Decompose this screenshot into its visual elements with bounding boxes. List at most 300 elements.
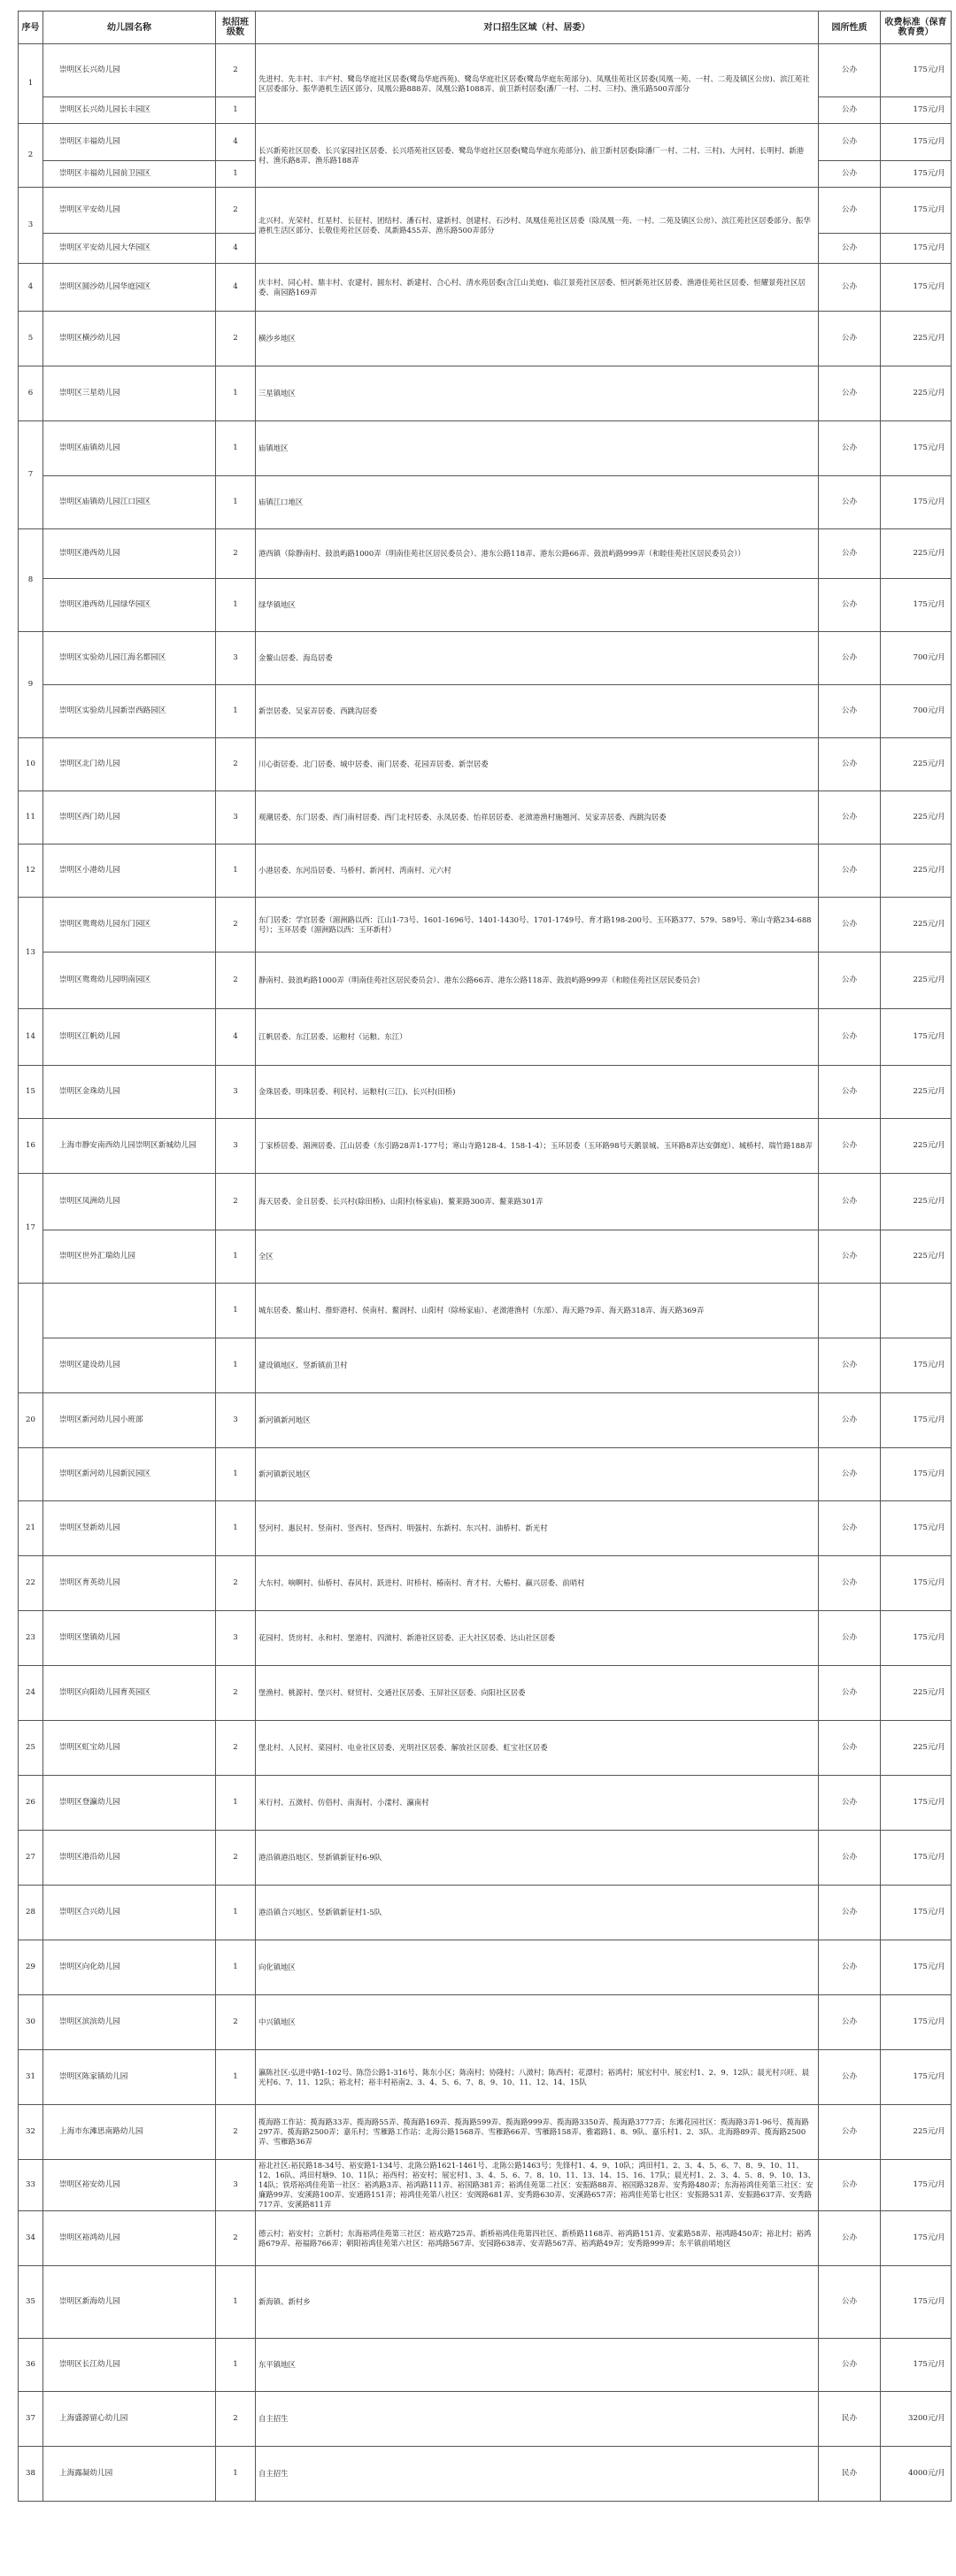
cell-seq: 11 (19, 791, 43, 845)
cell-kindergarten-name: 崇明区新河幼儿园小班部 (43, 1393, 216, 1448)
cell-kindergarten-name: 崇明区裕鸿幼儿园 (43, 2211, 216, 2266)
cell-kindergarten-name: 崇明区平安幼儿园大华园区 (43, 234, 216, 264)
cell-classes: 1 (216, 2050, 256, 2105)
cell-type: 公办 (819, 2160, 881, 2211)
cell-type: 公办 (819, 2339, 881, 2392)
cell-area: 建设镇地区、竖新镇前卫村 (256, 1338, 819, 1393)
table-row (19, 529, 952, 579)
cell-seq (19, 1284, 43, 1393)
cell-kindergarten-name: 崇明区新海幼儿园 (43, 2266, 216, 2339)
cell-area: 港西镇（除静南村、鼓浪屿路1000弄（明南佳苑社区居民委员会）、港东公路118弄、港东公路66弄、鼓浪屿路999弄（和睦佳苑社区居民委员会）） (256, 529, 819, 579)
cell-seq: 21 (19, 1501, 43, 1556)
cell-classes: 3 (216, 2160, 256, 2211)
cell-type: 公办 (819, 124, 881, 161)
cell-type: 公办 (819, 791, 881, 845)
cell-fee: 700元/月 (881, 632, 952, 685)
cell-seq: 12 (19, 845, 43, 898)
cell-fee: 175元/月 (881, 161, 952, 188)
cell-type: 民办 (819, 2447, 881, 2502)
header-name: 幼儿园名称 (43, 12, 216, 44)
table-row (19, 2105, 952, 2160)
cell-fee: 225元/月 (881, 1174, 952, 1230)
cell-classes: 2 (216, 1721, 256, 1776)
cell-area: 全区 (256, 1230, 819, 1284)
cell-fee: 700元/月 (881, 685, 952, 738)
cell-kindergarten-name (43, 1284, 216, 1338)
cell-seq: 20 (19, 1393, 43, 1448)
cell-seq (19, 1448, 43, 1501)
cell-kindergarten-name: 崇明区合兴幼儿园 (43, 1886, 216, 1940)
cell-type: 公办 (819, 1666, 881, 1721)
cell-area: 丁家桥居委、湄洲居委、江山居委（东引路28弄1-177号；寒山寺路128-4、158-1-4）；玉环居委（玉环路98号天鹅景城、玉环路8弄达安御庭）、城桥村、瑞竹路188弄 (256, 1119, 819, 1174)
cell-fee: 225元/月 (881, 1119, 952, 1174)
cell-type (819, 1284, 881, 1338)
header-fee: 收费标准（保育教育费） (881, 12, 952, 44)
cell-area: 庙镇江口地区 (256, 476, 819, 529)
cell-classes: 4 (216, 264, 256, 312)
cell-type: 公办 (819, 685, 881, 738)
cell-kindergarten-name: 崇明区竖新幼儿园 (43, 1501, 216, 1556)
cell-classes: 3 (216, 1611, 256, 1666)
cell-area: 港沿镇港沿地区、竖新镇新征村6-9队 (256, 1831, 819, 1886)
cell-fee: 175元/月 (881, 1886, 952, 1940)
cell-kindergarten-name: 崇明区长江幼儿园 (43, 2339, 216, 2392)
table-row (19, 1721, 952, 1776)
table-body (19, 44, 952, 2502)
header-classes: 拟招班级数 (216, 12, 256, 44)
table-row (19, 2339, 952, 2392)
cell-fee: 225元/月 (881, 1666, 952, 1721)
table-row (19, 1940, 952, 1995)
cell-seq: 3 (19, 188, 43, 264)
cell-kindergarten-name: 崇明区向化幼儿园 (43, 1940, 216, 1995)
cell-kindergarten-name: 崇明区堡镇幼儿园 (43, 1611, 216, 1666)
cell-seq: 8 (19, 529, 43, 632)
table-row (19, 2050, 952, 2105)
cell-fee: 225元/月 (881, 738, 952, 791)
cell-area: 横沙乡地区 (256, 312, 819, 366)
cell-fee: 175元/月 (881, 188, 952, 234)
cell-seq: 13 (19, 898, 43, 1009)
cell-classes: 1 (216, 2339, 256, 2392)
cell-kindergarten-name: 崇明区横沙幼儿园 (43, 312, 216, 366)
cell-seq: 22 (19, 1556, 43, 1611)
cell-classes: 3 (216, 1119, 256, 1174)
cell-fee: 175元/月 (881, 476, 952, 529)
cell-classes: 4 (216, 1009, 256, 1066)
cell-seq: 31 (19, 2050, 43, 2105)
cell-fee: 175元/月 (881, 1995, 952, 2050)
cell-seq: 38 (19, 2447, 43, 2502)
cell-classes: 1 (216, 1940, 256, 1995)
cell-area: 金鳌山居委、海岛居委 (256, 632, 819, 685)
cell-area: 观潮居委、东门居委、西门南村居委、西门北村居委、永凤居委、怡祥居居委、老滧港渔村施翘河、吴家弄居委、西跳沟居委 (256, 791, 819, 845)
table-row (19, 2211, 952, 2266)
cell-type: 公办 (819, 1886, 881, 1940)
table-row (19, 1995, 952, 2050)
table-row (19, 953, 952, 1009)
cell-type: 公办 (819, 312, 881, 366)
cell-seq: 27 (19, 1831, 43, 1886)
cell-type: 公办 (819, 1119, 881, 1174)
table-row (19, 579, 952, 632)
cell-area: 三星镇地区 (256, 366, 819, 421)
cell-area: 裕北社区:裕民路18-34号、裕安路1-134号、北陈公路1621-1461号、北陈公路1463号；先锋村1、4、9、10队；鸿田村1、2、3、4、5、6、7、8、9、10、11、12、16队、鸿田村塘9、10、11队；裕西村；裕安村；展宏村1、3、4、5、6、7、8、10、11、13、14、15、16、17队；晨光村1、2、3、4、5、8、9、10、13、14队；铁塔裕鸿佳苑第一社区：裕鸿路3弄、裕鸿路111弄、裕国路381弄；裕鸿佳苑第二社区：安振路88弄、裕国路328弄、安秀路480弄；东海裕鸿佳苑第三社区：安廉路99弄、安溪路100弄、安通路151弄；裕鸿佳苑第八社区：安阁路681弄、安秀路630弄、安溪路657弄；裕鸿佳苑第七社区：安振路531弄、安振路637弄、安秀路717弄、安溪路811弄 (256, 2160, 819, 2211)
table-row (19, 1393, 952, 1448)
cell-type: 公办 (819, 161, 881, 188)
cell-fee: 175元/月 (881, 264, 952, 312)
cell-area: 小港居委、东河沿居委、马桥村、新河村、湾南村、元六村 (256, 845, 819, 898)
cell-seq: 30 (19, 1995, 43, 2050)
cell-area: 新河镇新河地区 (256, 1393, 819, 1448)
cell-classes: 4 (216, 124, 256, 161)
cell-kindergarten-name: 崇明区港沿幼儿园 (43, 1831, 216, 1886)
table-row (19, 1009, 952, 1066)
cell-type: 公办 (819, 1338, 881, 1393)
cell-fee: 225元/月 (881, 953, 952, 1009)
cell-area: 德云村；裕安村；立新村；东海裕鸿佳苑第三社区：裕戎路725弄、新桥裕鸿佳苑第四社区、新桥路1168弄、裕鸿路151弄、安素路58弄、裕鸿路450弄；裕北村；裕鸿路679弄、裕福路766弄；朝阳裕鸿佳苑第六社区：裕鸿路567弄、安园路638弄、安弄路567弄、裕鸿路49弄；安秀路999弄；东平镇前哨地区 (256, 2211, 819, 2266)
cell-kindergarten-name: 崇明区长兴幼儿园长丰园区 (43, 97, 216, 124)
cell-kindergarten-name: 崇明区向阳幼儿园育英园区 (43, 1666, 216, 1721)
cell-classes: 2 (216, 312, 256, 366)
cell-seq: 16 (19, 1119, 43, 1174)
cell-area: 新河镇新民地区 (256, 1448, 819, 1501)
cell-type: 公办 (819, 421, 881, 476)
cell-type: 公办 (819, 953, 881, 1009)
cell-classes: 2 (216, 898, 256, 953)
cell-type: 民办 (819, 2392, 881, 2447)
cell-fee: 175元/月 (881, 44, 952, 97)
table-row (19, 1066, 952, 1119)
cell-area: 向化镇地区 (256, 1940, 819, 1995)
cell-type: 公办 (819, 44, 881, 97)
cell-classes: 2 (216, 2392, 256, 2447)
cell-type: 公办 (819, 1393, 881, 1448)
cell-kindergarten-name: 崇明区平安幼儿园 (43, 188, 216, 234)
cell-classes: 1 (216, 2266, 256, 2339)
cell-fee (881, 1284, 952, 1338)
cell-area: 东门居委：学宫居委（湄洲路以西：江山1-73号、1601-1696号、1401-1430号、1701-1749号、育才路198-200号、玉环路377、579、589号、寒山寺路234-688号）；玉环居委（湄洲路以西：玉环新村） (256, 898, 819, 953)
cell-classes: 1 (216, 845, 256, 898)
cell-classes: 1 (216, 1338, 256, 1393)
table-row (19, 2266, 952, 2339)
cell-fee: 225元/月 (881, 1066, 952, 1119)
table-row (19, 44, 952, 97)
cell-seq: 17 (19, 1174, 43, 1284)
cell-fee: 175元/月 (881, 124, 952, 161)
cell-type: 公办 (819, 738, 881, 791)
table-row (19, 845, 952, 898)
cell-kindergarten-name: 崇明区育英幼儿园 (43, 1556, 216, 1611)
cell-type: 公办 (819, 529, 881, 579)
cell-fee: 175元/月 (881, 2339, 952, 2392)
cell-fee: 225元/月 (881, 1721, 952, 1776)
cell-kindergarten-name: 崇明区小港幼儿园 (43, 845, 216, 898)
cell-classes: 2 (216, 953, 256, 1009)
cell-fee: 225元/月 (881, 2105, 952, 2160)
cell-seq: 1 (19, 44, 43, 124)
cell-area: 江帆居委、东江居委、运粮村（运粮、东江） (256, 1009, 819, 1066)
cell-type: 公办 (819, 188, 881, 234)
cell-kindergarten-name: 崇明区港西幼儿园绿华园区 (43, 579, 216, 632)
cell-fee: 225元/月 (881, 1230, 952, 1284)
cell-seq: 23 (19, 1611, 43, 1666)
cell-fee: 175元/月 (881, 97, 952, 124)
cell-seq: 34 (19, 2211, 43, 2266)
cell-classes: 1 (216, 579, 256, 632)
cell-kindergarten-name: 崇明区虹宝幼儿园 (43, 1721, 216, 1776)
cell-fee: 175元/月 (881, 1556, 952, 1611)
cell-area: 堡北村、人民村、菜园村、电业社区居委、光明社区居委、解放社区居委、虹宝社区居委 (256, 1721, 819, 1776)
cell-seq: 32 (19, 2105, 43, 2160)
cell-type: 公办 (819, 476, 881, 529)
cell-kindergarten-name: 崇明区鸳鸯幼儿园明南园区 (43, 953, 216, 1009)
cell-type: 公办 (819, 1009, 881, 1066)
table-row (19, 264, 952, 312)
cell-type: 公办 (819, 898, 881, 953)
cell-type: 公办 (819, 2105, 881, 2160)
cell-kindergarten-name: 崇明区庙镇幼儿园江口园区 (43, 476, 216, 529)
table-row (19, 1831, 952, 1886)
cell-fee: 3200元/月 (881, 2392, 952, 2447)
table-row (19, 312, 952, 366)
cell-seq: 24 (19, 1666, 43, 1721)
cell-fee: 175元/月 (881, 1338, 952, 1393)
header-type: 园所性质 (819, 12, 881, 44)
table-row (19, 1556, 952, 1611)
cell-type: 公办 (819, 366, 881, 421)
cell-classes: 1 (216, 1448, 256, 1501)
cell-type: 公办 (819, 632, 881, 685)
cell-fee: 175元/月 (881, 1448, 952, 1501)
cell-fee: 4000元/月 (881, 2447, 952, 2502)
cell-seq: 36 (19, 2339, 43, 2392)
cell-area: 东平镇地区 (256, 2339, 819, 2392)
cell-classes: 1 (216, 421, 256, 476)
cell-seq: 35 (19, 2266, 43, 2339)
cell-area: 大东村、响啊村、仙桥村、春风村、跃进村、时桥村、椿南村、育才村、大椿村、赢兴居委、前哨村 (256, 1556, 819, 1611)
cell-fee: 225元/月 (881, 898, 952, 953)
cell-classes: 3 (216, 632, 256, 685)
cell-seq: 10 (19, 738, 43, 791)
table-row (19, 1284, 952, 1338)
table-row (19, 1886, 952, 1940)
cell-kindergarten-name: 崇明区金珠幼儿园 (43, 1066, 216, 1119)
cell-seq: 26 (19, 1776, 43, 1831)
cell-kindergarten-name: 崇明区港西幼儿园 (43, 529, 216, 579)
cell-type: 公办 (819, 97, 881, 124)
cell-classes: 3 (216, 1393, 256, 1448)
cell-type: 公办 (819, 579, 881, 632)
cell-area: 新崇居委、吴家弄居委、西跳沟居委 (256, 685, 819, 738)
cell-fee: 175元/月 (881, 1831, 952, 1886)
cell-seq: 15 (19, 1066, 43, 1119)
cell-fee: 175元/月 (881, 1611, 952, 1666)
table-row (19, 2392, 952, 2447)
cell-type: 公办 (819, 1721, 881, 1776)
cell-type: 公办 (819, 1776, 881, 1831)
cell-kindergarten-name: 崇明区长兴幼儿园 (43, 44, 216, 97)
cell-area: 堡渔村、桃源村、堡兴村、财贸村、交通社区居委、玉屏社区居委、向阳社区居委 (256, 1666, 819, 1721)
cell-kindergarten-name: 崇明区丰福幼儿园前卫园区 (43, 161, 216, 188)
cell-classes: 2 (216, 2105, 256, 2160)
cell-classes: 2 (216, 44, 256, 97)
cell-kindergarten-name: 崇明区江帆幼儿园 (43, 1009, 216, 1066)
cell-classes: 4 (216, 234, 256, 264)
cell-classes: 1 (216, 1230, 256, 1284)
cell-type: 公办 (819, 234, 881, 264)
cell-type: 公办 (819, 1066, 881, 1119)
cell-classes: 1 (216, 366, 256, 421)
cell-fee: 225元/月 (881, 529, 952, 579)
cell-kindergarten-name: 崇明区丰福幼儿园 (43, 124, 216, 161)
cell-fee: 175元/月 (881, 421, 952, 476)
cell-classes: 1 (216, 1776, 256, 1831)
cell-area: 北兴村、光荣村、红星村、长征村、团结村、潘石村、建新村、创建村、石沙村、凤凰佳苑社区居委（除凤凰一苑、一村、二苑及镇区公房）、滨江苑社区居委部分、振华港机生活区部分、长敬佳苑社区居委、凤新路455弄、渔乐路500弄部分 (256, 188, 819, 264)
cell-type: 公办 (819, 1995, 881, 2050)
table-row (19, 188, 952, 234)
cell-seq: 6 (19, 366, 43, 421)
cell-kindergarten-name: 崇明区实验幼儿园江海名都园区 (43, 632, 216, 685)
cell-area: 庆丰村、同心村、鼎丰村、农建村、圆东村、新建村、合心村、清水苑居委(含江山美庭)、临江景苑社区居委、恒河新苑社区居委、渔港佳苑社区居委、恒耀景苑社区居委、南园路169弄 (256, 264, 819, 312)
cell-area: 先进村、先丰村、丰产村、鹭岛华庭社区居委(鹭岛华庭西苑)、鹭岛华庭社区居委(鹭岛华庭东苑部分)、凤凰佳苑社区居委(凤凰一苑、一村、二苑及镇区公房)、滨江苑社区居委部分、振华港机生活区部分、凤凰公路888弄、凤凰公路1088弄、前卫新村居委(潘厂一村、二村、三村)、渔乐路500弄部分 (256, 44, 819, 124)
cell-type: 公办 (819, 845, 881, 898)
cell-classes: 1 (216, 685, 256, 738)
cell-classes: 3 (216, 1066, 256, 1119)
cell-fee: 175元/月 (881, 2211, 952, 2266)
cell-fee: 225元/月 (881, 791, 952, 845)
cell-seq: 33 (19, 2160, 43, 2211)
cell-type: 公办 (819, 1940, 881, 1995)
cell-fee: 175元/月 (881, 2266, 952, 2339)
cell-type: 公办 (819, 2211, 881, 2266)
table-row (19, 421, 952, 476)
cell-area: 港沿镇合兴地区、竖新镇新征村1-5队 (256, 1886, 819, 1940)
cell-kindergarten-name: 上海盛源留心幼儿园 (43, 2392, 216, 2447)
cell-classes: 2 (216, 738, 256, 791)
cell-fee: 175元/月 (881, 579, 952, 632)
cell-classes: 2 (216, 529, 256, 579)
cell-area: 花园村、货房村、永和村、堡港村、四滧村、新港社区居委、正大社区居委、达山社区居委 (256, 1611, 819, 1666)
cell-area: 长兴新苑社区居委、长兴家园社区居委、长兴塔苑社区居委、鹭岛华庭社区居委(鹭岛华庭东苑部分)、前卫新村居委(除潘厂一村、二村、三村)、大河村、长明村、新港村、渔乐路8弄、渔乐路188弄 (256, 124, 819, 188)
cell-kindergarten-name: 崇明区北门幼儿园 (43, 738, 216, 791)
cell-kindergarten-name: 崇明区实验幼儿园新崇西路园区 (43, 685, 216, 738)
header-area: 对口招生区域（村、居委） (256, 12, 819, 44)
table-row (19, 1666, 952, 1721)
cell-classes: 2 (216, 1831, 256, 1886)
cell-area: 米行村、五滧村、仿俗村、南海村、小漾村、瀛南村 (256, 1776, 819, 1831)
cell-area: 海天居委、金日居委、长兴村(除田桥)、山阳村(杨家庙)、鳌莱路300弄、鳌莱路301弄 (256, 1174, 819, 1230)
cell-classes: 1 (216, 476, 256, 529)
cell-classes: 1 (216, 2447, 256, 2502)
cell-area: 自主招生 (256, 2447, 819, 2502)
cell-type: 公办 (819, 1611, 881, 1666)
cell-kindergarten-name: 崇明区新河幼儿园新民园区 (43, 1448, 216, 1501)
cell-area: 中兴镇地区 (256, 1995, 819, 2050)
table-row (19, 685, 952, 738)
cell-type: 公办 (819, 1556, 881, 1611)
cell-type: 公办 (819, 1448, 881, 1501)
cell-classes: 3 (216, 791, 256, 845)
cell-seq: 29 (19, 1940, 43, 1995)
cell-fee: 175元/月 (881, 1501, 952, 1556)
cell-kindergarten-name: 崇明区凤洲幼儿园 (43, 1174, 216, 1230)
cell-kindergarten-name: 崇明区三星幼儿园 (43, 366, 216, 421)
cell-classes: 1 (216, 1284, 256, 1338)
cell-type: 公办 (819, 1501, 881, 1556)
cell-classes: 2 (216, 1556, 256, 1611)
cell-kindergarten-name: 崇明区登瀛幼儿园 (43, 1776, 216, 1831)
cell-fee: 175元/月 (881, 2160, 952, 2211)
cell-seq: 5 (19, 312, 43, 366)
table-row (19, 2160, 952, 2211)
cell-area: 自主招生 (256, 2392, 819, 2447)
cell-kindergarten-name: 崇明区鸳鸯幼儿园东门园区 (43, 898, 216, 953)
cell-seq: 7 (19, 421, 43, 529)
cell-classes: 2 (216, 2211, 256, 2266)
table-row (19, 2447, 952, 2502)
cell-area: 新海镇、新村乡 (256, 2266, 819, 2339)
cell-type: 公办 (819, 1230, 881, 1284)
admission-table (18, 11, 952, 2502)
cell-seq: 25 (19, 1721, 43, 1776)
cell-kindergarten-name: 崇明区庙镇幼儿园 (43, 421, 216, 476)
table-row (19, 1448, 952, 1501)
cell-classes: 2 (216, 188, 256, 234)
table-row (19, 898, 952, 953)
cell-type: 公办 (819, 1831, 881, 1886)
cell-kindergarten-name: 崇明区陈家镇幼儿园 (43, 2050, 216, 2105)
table-row (19, 738, 952, 791)
cell-classes: 1 (216, 1501, 256, 1556)
table-row (19, 1611, 952, 1666)
table-row (19, 366, 952, 421)
cell-fee: 225元/月 (881, 312, 952, 366)
cell-kindergarten-name: 上海市静安南西幼儿园崇明区新城幼儿园 (43, 1119, 216, 1174)
cell-classes: 2 (216, 1666, 256, 1721)
cell-fee: 175元/月 (881, 234, 952, 264)
cell-classes: 1 (216, 161, 256, 188)
cell-classes: 1 (216, 1886, 256, 1940)
cell-area: 绿华镇地区 (256, 579, 819, 632)
cell-seq: 14 (19, 1009, 43, 1066)
cell-fee: 175元/月 (881, 1393, 952, 1448)
cell-kindergarten-name: 崇明区裕安幼儿园 (43, 2160, 216, 2211)
header-seq: 序号 (19, 12, 43, 44)
cell-classes: 2 (216, 1995, 256, 2050)
table-row (19, 476, 952, 529)
table-row (19, 1776, 952, 1831)
cell-type: 公办 (819, 1174, 881, 1230)
cell-seq: 37 (19, 2392, 43, 2447)
table-row (19, 791, 952, 845)
cell-area: 庙镇地区 (256, 421, 819, 476)
cell-type: 公办 (819, 264, 881, 312)
cell-area: 瀛陈社区:弘进中路1-102号、陈岱公路1-316号、陈东小区；陈南村；协隆村；八滧村；陈西村；花漂村；裕鸿村；展宏村中、展宏村1、2、9、12队；晨光村兴旺、晨光村6、7、11、12队；裕北村；裕丰村裕南2、3、4、5、6、7、8、9、10、11、12、14、15队 (256, 2050, 819, 2105)
cell-seq: 2 (19, 124, 43, 188)
cell-area: 金珠居委、明珠居委、利民村、运粮村(三江)、长兴村(田桥) (256, 1066, 819, 1119)
cell-kindergarten-name: 崇明区建设幼儿园 (43, 1338, 216, 1393)
table-row (19, 1501, 952, 1556)
cell-kindergarten-name: 上海露凝幼儿园 (43, 2447, 216, 2502)
cell-fee: 225元/月 (881, 366, 952, 421)
cell-fee: 175元/月 (881, 1776, 952, 1831)
cell-classes: 2 (216, 1174, 256, 1230)
cell-kindergarten-name: 崇明区世外汇瑞幼儿园 (43, 1230, 216, 1284)
cell-seq: 4 (19, 264, 43, 312)
cell-fee: 225元/月 (881, 845, 952, 898)
cell-classes: 1 (216, 97, 256, 124)
